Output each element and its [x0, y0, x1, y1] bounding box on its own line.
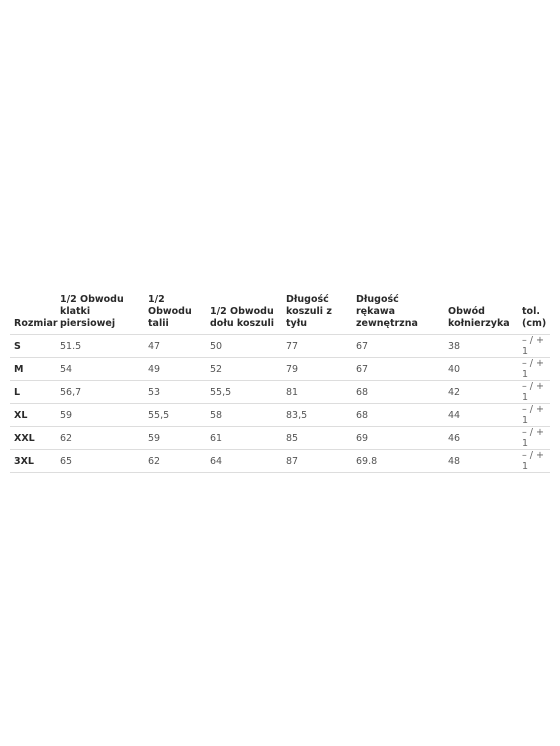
table-row — [10, 427, 550, 450]
header-collar: Obwód kołnierzyka — [444, 290, 518, 335]
tolerance-cell: – / + 1 — [518, 450, 550, 473]
table-row — [10, 404, 550, 427]
size-cell: XL — [10, 404, 56, 427]
tolerance-cell: – / + 1 — [518, 358, 550, 381]
back-length-cell: 87 — [282, 450, 352, 473]
waist-cell: 62 — [144, 450, 206, 473]
back-length-cell: 85 — [282, 427, 352, 450]
waist-cell: 53 — [144, 381, 206, 404]
size-cell: XXL — [10, 427, 56, 450]
header-tolerance: tol. (cm) — [518, 290, 550, 335]
header-hem: 1/2 Obwodu dołu koszuli — [206, 290, 282, 335]
chest-cell: 65 — [56, 450, 144, 473]
header-size: Rozmiar — [10, 290, 56, 335]
size-cell: M — [10, 358, 56, 381]
size-cell: 3XL — [10, 450, 56, 473]
collar-cell: 48 — [444, 450, 518, 473]
sleeve-length-cell: 67 — [352, 358, 444, 381]
collar-cell: 38 — [444, 335, 518, 358]
table-row — [10, 335, 550, 358]
collar-cell: 46 — [444, 427, 518, 450]
table-header-row — [10, 290, 550, 335]
hem-cell: 58 — [206, 404, 282, 427]
hem-cell: 61 — [206, 427, 282, 450]
back-length-cell: 83,5 — [282, 404, 352, 427]
size-cell: S — [10, 335, 56, 358]
waist-cell: 47 — [144, 335, 206, 358]
sleeve-length-cell: 68 — [352, 404, 444, 427]
size-chart-table — [10, 290, 550, 473]
tolerance-cell: – / + 1 — [518, 335, 550, 358]
header-chest: 1/2 Obwodu klatki piersiowej — [56, 290, 144, 335]
chest-cell: 62 — [56, 427, 144, 450]
header-waist: 1/2 Obwodu talii — [144, 290, 206, 335]
waist-cell: 55,5 — [144, 404, 206, 427]
hem-cell: 64 — [206, 450, 282, 473]
table-row — [10, 381, 550, 404]
chest-cell: 56,7 — [56, 381, 144, 404]
table-row — [10, 358, 550, 381]
hem-cell: 55,5 — [206, 381, 282, 404]
header-back-length: Długość koszuli z tyłu — [282, 290, 352, 335]
chest-cell: 59 — [56, 404, 144, 427]
back-length-cell: 77 — [282, 335, 352, 358]
hem-cell: 52 — [206, 358, 282, 381]
back-length-cell: 79 — [282, 358, 352, 381]
sleeve-length-cell: 69.8 — [352, 450, 444, 473]
sleeve-length-cell: 68 — [352, 381, 444, 404]
waist-cell: 59 — [144, 427, 206, 450]
back-length-cell: 81 — [282, 381, 352, 404]
collar-cell: 42 — [444, 381, 518, 404]
chest-cell: 54 — [56, 358, 144, 381]
collar-cell: 44 — [444, 404, 518, 427]
tolerance-cell: – / + 1 — [518, 381, 550, 404]
header-sleeve-length: Długość rękawa zewnętrzna — [352, 290, 444, 335]
chest-cell: 51.5 — [56, 335, 144, 358]
size-cell: L — [10, 381, 56, 404]
hem-cell: 50 — [206, 335, 282, 358]
tolerance-cell: – / + 1 — [518, 404, 550, 427]
tolerance-cell: – / + 1 — [518, 427, 550, 450]
collar-cell: 40 — [444, 358, 518, 381]
table-row — [10, 450, 550, 473]
sleeve-length-cell: 69 — [352, 427, 444, 450]
waist-cell: 49 — [144, 358, 206, 381]
sleeve-length-cell: 67 — [352, 335, 444, 358]
